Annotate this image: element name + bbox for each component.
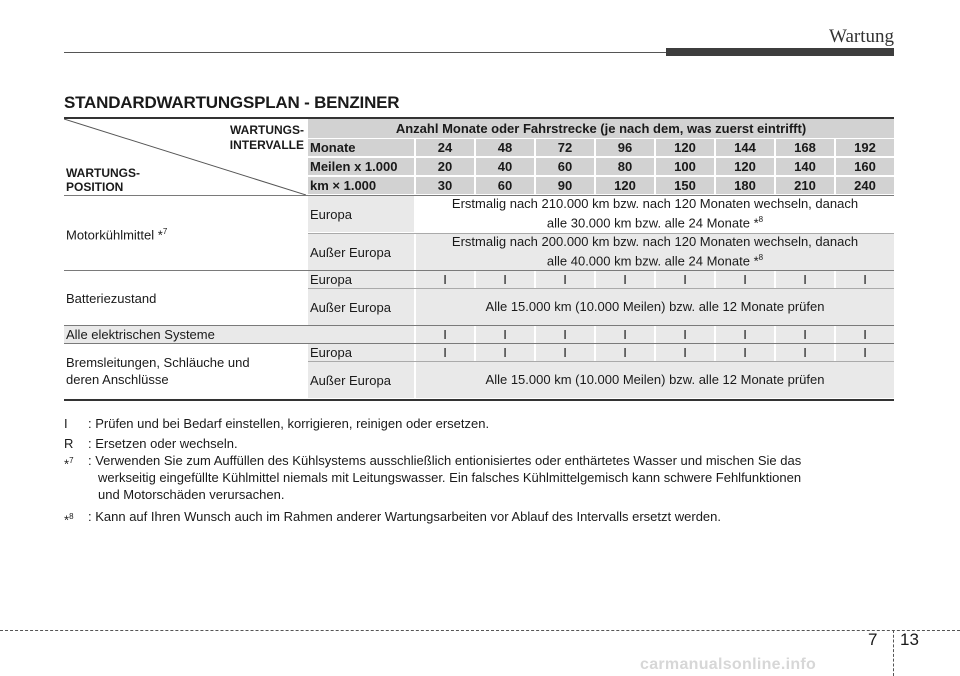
- interval-value-r1-7: 160: [836, 158, 894, 175]
- interval-row-label-1: Meilen x 1.000: [308, 158, 414, 175]
- item-brakes: [64, 344, 306, 398]
- electrical-value-6: I: [776, 326, 834, 343]
- battery-europe-value-0: I: [416, 271, 474, 288]
- brakes-europe-value-7: I: [836, 344, 894, 361]
- note-r-text: : Ersetzen oder wechseln.: [88, 436, 238, 451]
- note-7-key: *: [64, 456, 70, 472]
- coolant-sup: 7: [162, 226, 168, 236]
- interval-value-r2-1: 60: [476, 177, 534, 194]
- corner-bottom-line2: POSITION: [66, 180, 124, 194]
- item-battery: Batteriezustand: [66, 290, 157, 306]
- coolant-other-line1: Erstmalig nach 200.000 km bzw. nach 120 Monaten wechseln, danach: [451, 234, 859, 250]
- battery-europe-value-3: I: [596, 271, 654, 288]
- interval-value-r1-1: 40: [476, 158, 534, 175]
- battery-europe-label: Europa: [308, 271, 414, 288]
- note-8-sup: 8: [69, 512, 74, 521]
- electrical-value-4: I: [656, 326, 714, 343]
- header-bar: [666, 48, 894, 56]
- note-7-line1: : Verwenden Sie zum Auffüllen des Kühlsystems ausschließlich entionisiertes oder enthärtetes Wasser und mischen Sie das: [88, 453, 802, 468]
- note-8-text: : Kann auf Ihren Wunsch auch im Rahmen anderer Wartungsarbeiten vor Ablauf des Intervalls ersetzt werden.: [88, 509, 722, 524]
- interval-span-header: Anzahl Monate oder Fahrstrecke (je nach dem, was zuerst eintrifft): [308, 119, 894, 138]
- interval-row-label-2: km × 1.000: [308, 177, 414, 194]
- battery-other-text: Alle 15.000 km (10.000 Meilen) bzw. alle 12 Monate prüfen: [416, 289, 894, 325]
- note-7-sup: 7: [69, 456, 74, 465]
- interval-value-r1-0: 20: [416, 158, 474, 175]
- electrical-value-0: I: [416, 326, 474, 343]
- note-r: [64, 435, 894, 452]
- brakes-europe-value-2: I: [536, 344, 594, 361]
- note-i-text: : Prüfen und bei Bedarf einstellen, korrigieren, reinigen oder ersetzen.: [88, 416, 490, 431]
- interval-value-r1-2: 60: [536, 158, 594, 175]
- interval-value-r0-3: 96: [596, 139, 654, 156]
- brakes-other-label: Außer Europa: [308, 362, 414, 398]
- electrical-value-2: I: [536, 326, 594, 343]
- brakes-europe-value-4: I: [656, 344, 714, 361]
- brakes-name-line1: Bremsleitungen, Schläuche und: [66, 355, 250, 370]
- brakes-europe-value-5: I: [716, 344, 774, 361]
- electrical-value-5: I: [716, 326, 774, 343]
- interval-value-r2-2: 90: [536, 177, 594, 194]
- interval-value-r1-3: 80: [596, 158, 654, 175]
- footer-rule: [0, 630, 960, 631]
- interval-value-r0-7: 192: [836, 139, 894, 156]
- footnotes: [64, 415, 894, 528]
- note-i-key: I: [64, 416, 68, 431]
- note-7-line3: und Motorschäden verursachen.: [98, 487, 285, 502]
- coolant-other-label: Außer Europa: [308, 234, 414, 270]
- battery-europe-value-7: I: [836, 271, 894, 288]
- corner-top-line2: INTERVALLE: [229, 138, 304, 152]
- interval-value-r2-4: 150: [656, 177, 714, 194]
- electrical-value-1: I: [476, 326, 534, 343]
- page-separator: [893, 630, 894, 676]
- corner-bottom-line1: WARTUNGS-: [66, 166, 140, 180]
- coolant-europe-text: [416, 196, 894, 232]
- coolant-europe-line2: alle 30.000 km bzw. alle 24 Monate *: [546, 215, 759, 231]
- brakes-other-text: Alle 15.000 km (10.000 Meilen) bzw. alle 12 Monate prüfen: [416, 362, 894, 398]
- coolant-europe-label: Europa: [308, 196, 414, 232]
- coolant-europe-sup: 8: [758, 215, 764, 225]
- battery-other-label: Außer Europa: [308, 289, 414, 325]
- brakes-europe-value-1: I: [476, 344, 534, 361]
- interval-value-r2-0: 30: [416, 177, 474, 194]
- brakes-europe-value-6: I: [776, 344, 834, 361]
- section-title: Wartung: [829, 26, 894, 47]
- interval-value-r0-2: 72: [536, 139, 594, 156]
- watermark: carmanualsonline.info: [640, 656, 817, 673]
- interval-value-r1-4: 100: [656, 158, 714, 175]
- note-i: [64, 415, 894, 432]
- coolant-europe-line1: Erstmalig nach 210.000 km bzw. nach 120 Monaten wechseln, danach: [451, 196, 859, 212]
- corner-position-label: [66, 166, 140, 194]
- page-title: STANDARDWARTUNGSPLAN - BENZINER: [64, 93, 400, 112]
- coolant-other-text: [416, 234, 894, 270]
- interval-value-r2-7: 240: [836, 177, 894, 194]
- corner-intervals-label: [230, 123, 304, 153]
- battery-europe-value-4: I: [656, 271, 714, 288]
- interval-value-r2-3: 120: [596, 177, 654, 194]
- interval-value-r0-6: 168: [776, 139, 834, 156]
- interval-value-r2-6: 210: [776, 177, 834, 194]
- brakes-europe-value-0: I: [416, 344, 474, 361]
- interval-value-r0-0: 24: [416, 139, 474, 156]
- corner-top-line1: WARTUNGS-: [230, 123, 304, 137]
- chapter-number: 7: [868, 630, 878, 649]
- item-electrical: Alle elektrischen Systeme: [64, 326, 414, 343]
- note-8-key: *: [64, 512, 70, 528]
- coolant-other-sup: 8: [758, 253, 764, 263]
- note-7-line2: werkseitig eingefüllte Kühlmittel niemals mit Leitungswasser. Ein falsches Kühlmittelgemisch kann schwere Fehlfunktionen: [98, 470, 802, 485]
- interval-value-r1-6: 140: [776, 158, 834, 175]
- interval-value-r0-1: 48: [476, 139, 534, 156]
- note-8: [64, 508, 894, 528]
- electrical-value-7: I: [836, 326, 894, 343]
- item-coolant: [64, 196, 306, 270]
- battery-europe-value-5: I: [716, 271, 774, 288]
- interval-value-r0-4: 120: [656, 139, 714, 156]
- interval-value-r2-5: 180: [716, 177, 774, 194]
- brakes-europe-label: Europa: [308, 344, 414, 361]
- interval-row-label-0: Monate: [308, 139, 414, 156]
- note-7: [64, 452, 894, 503]
- note-r-key: R: [64, 436, 74, 451]
- brakes-europe-value-3: I: [596, 344, 654, 361]
- coolant-name: Motorkühlmittel *: [66, 227, 163, 243]
- battery-europe-value-2: I: [536, 271, 594, 288]
- table-corner: [64, 119, 306, 197]
- battery-europe-value-1: I: [476, 271, 534, 288]
- table-bottom-rule: [64, 399, 894, 401]
- page-number: 13: [900, 630, 919, 649]
- brakes-name-line2: deren Anschlüsse: [66, 372, 169, 387]
- interval-value-r1-5: 120: [716, 158, 774, 175]
- interval-value-r0-5: 144: [716, 139, 774, 156]
- electrical-value-3: I: [596, 326, 654, 343]
- battery-europe-value-6: I: [776, 271, 834, 288]
- coolant-other-line2: alle 40.000 km bzw. alle 24 Monate *: [546, 253, 759, 269]
